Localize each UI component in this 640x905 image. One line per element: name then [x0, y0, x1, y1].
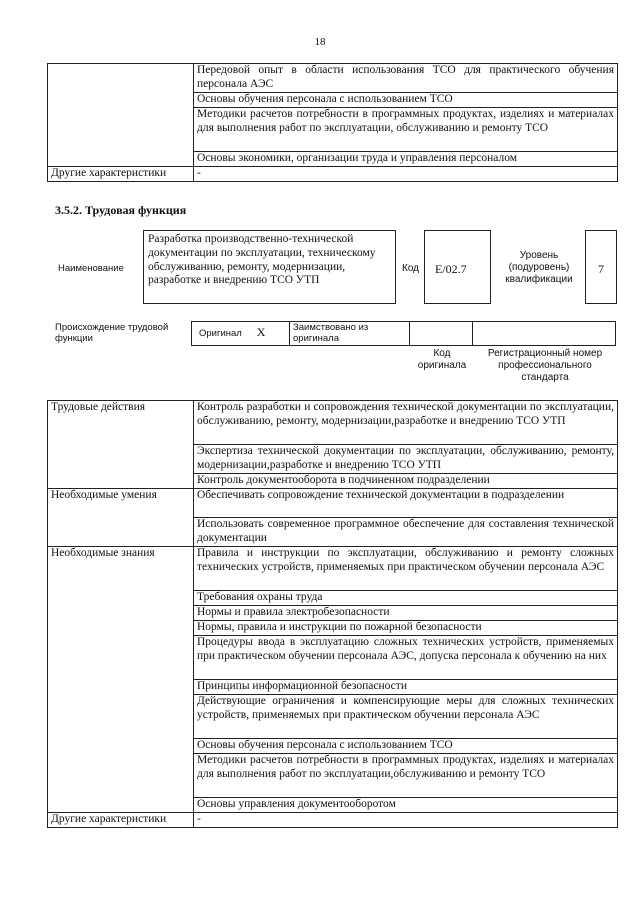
original-cell — [192, 322, 290, 346]
knowledge-item: Требования охраны труда — [194, 591, 618, 606]
origin-label: Происхождение трудовой функции — [55, 322, 169, 344]
knowledge-item: Процедуры ввода в эксплуатацию сложных технических устройств, применяемых при практическом обучении персонала АЭС, допуска персонала к обучению на них — [194, 636, 618, 680]
knowledge-item: Нормы, правила и инструкции по пожарной безопасности — [194, 621, 618, 636]
knowledge-item: Методики расчетов потребности в программных продуктах, изделиях и материалах для выполнения работ по эксплуатации, обслуживанию и ремонту ТСО — [194, 108, 618, 152]
other-characteristics-value: - — [194, 167, 618, 182]
code-box — [424, 230, 491, 304]
borrowed-label: Заимствовано из оригинала — [293, 322, 369, 344]
labor-action-item: Экспертиза технической документации по эксплуатации, обслуживанию, ремонту, модернизации,разработке и внедрению ТСО УТП — [194, 445, 618, 474]
registration-number-cell — [473, 322, 616, 346]
original-label: Оригинал — [199, 328, 242, 339]
top-table — [47, 63, 618, 182]
required-knowledge-label: Необходимые знания — [48, 547, 194, 813]
knowledge-item: Основы управления документооборотом — [194, 798, 618, 813]
knowledge-item: Основы обучения персонала с использованием ТСО — [194, 93, 618, 108]
original-mark: X — [256, 325, 266, 339]
skill-item: Использовать современное программное обеспечение для составления технической документации — [194, 518, 618, 547]
name-label: Наименование — [58, 263, 124, 274]
code-label: Код — [402, 263, 420, 274]
level-label: Уровень (подуровень) квалификации — [505, 250, 573, 285]
origin-table — [191, 321, 616, 346]
knowledge-item: Принципы информационной безопасности — [194, 680, 618, 695]
original-code-cell — [410, 322, 473, 346]
other-characteristics-label: Другие характеристики — [48, 813, 194, 828]
level-box — [585, 230, 617, 304]
code-value: E/02.7 — [435, 262, 467, 276]
page-number: 18 — [314, 36, 326, 48]
registration-number-caption: Регистрационный номер профессионального стандарта — [487, 348, 603, 383]
skill-item: Обеспечивать сопровождение технической документации в подразделении — [194, 489, 618, 518]
labor-action-item: Контроль разработки и сопровождения технической документации по эксплуатации, обслуживанию, ремонту, модернизации,разработке и внедрению ТСО УТП — [194, 401, 618, 445]
function-name: Разработка производственно-технической документации по эксплуатации, техническому обслуживанию, ремонту, модернизации, разработке и внедрению ТСО УТП — [148, 233, 376, 287]
other-characteristics-value: - — [194, 813, 618, 828]
labor-action-item: Контроль документооборота в подчиненном подразделении — [194, 474, 618, 489]
main-table — [47, 400, 618, 828]
required-skills-label: Необходимые умения — [48, 489, 194, 547]
knowledge-item: Нормы и правила электробезопасности — [194, 606, 618, 621]
knowledge-item: Основы обучения персонала с использованием ТСО — [194, 739, 618, 754]
borrowed-cell — [290, 322, 410, 346]
knowledge-item: Передовой опыт в области использования ТСО для практического обучения персонала АЭС — [194, 64, 618, 93]
knowledge-item: Правила и инструкции по эксплуатации, обслуживанию и ремонту сложных технических устройств, применяемых при практическом обучении персонала АЭС — [194, 547, 618, 591]
other-characteristics-label: Другие характеристики — [48, 167, 194, 182]
knowledge-item: Основы экономики, организации труда и управления персоналом — [194, 152, 618, 167]
section-title: 3.5.2. Трудовая функция — [55, 203, 187, 217]
empty-label-cell — [48, 64, 194, 167]
labor-actions-label: Трудовые действия — [48, 401, 194, 489]
level-value: 7 — [598, 262, 604, 276]
function-name-box — [143, 230, 396, 304]
original-code-caption: Код оригинала — [417, 348, 467, 371]
knowledge-item: Методики расчетов потребности в программных продуктах, изделиях и материалах для выполнения работ по эксплуатации,обслуживанию и ремонту ТСО — [194, 754, 618, 798]
knowledge-item: Действующие ограничения и компенсирующие меры для сложных технических устройств, применяемых при практическом обучении персонала АЭС — [194, 695, 618, 739]
